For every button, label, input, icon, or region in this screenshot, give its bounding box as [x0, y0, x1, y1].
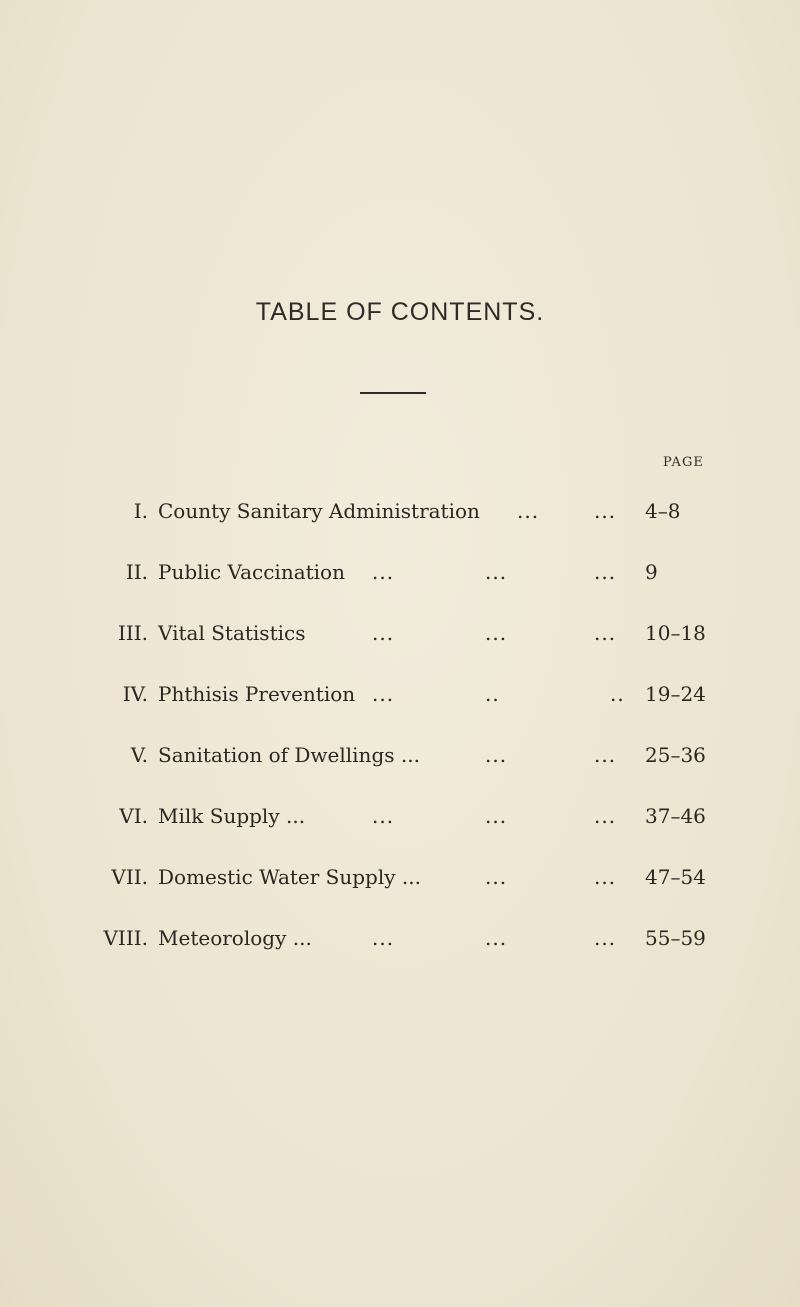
toc-leader: ...	[372, 682, 395, 706]
toc-leader: ...	[372, 621, 395, 645]
toc-entry-title: Domestic Water Supply ...	[158, 865, 421, 889]
toc-row	[0, 557, 800, 587]
toc-page-range: 47–54	[645, 865, 706, 889]
toc-leader: ...	[594, 499, 617, 523]
toc-leader: ...	[517, 499, 540, 523]
toc-leader: ...	[594, 621, 617, 645]
toc-entry-title: Phthisis Prevention	[158, 682, 356, 706]
toc-entry-title: Vital Statistics	[158, 621, 306, 645]
toc-page-range: 37–46	[645, 804, 706, 828]
toc-page-range: 25–36	[645, 743, 706, 767]
toc-row	[0, 923, 800, 953]
toc-numeral: IV.	[122, 682, 148, 706]
toc-numeral: I.	[133, 499, 148, 523]
toc-row	[0, 618, 800, 648]
toc-entry-title: County Sanitary Administration	[158, 499, 480, 523]
toc-leader: ...	[485, 926, 508, 950]
toc-entry-title: Milk Supply ...	[158, 804, 306, 828]
toc-row	[0, 801, 800, 831]
toc-page-range: 10–18	[645, 621, 706, 645]
toc-leader: ...	[594, 865, 617, 889]
toc-numeral: V.	[130, 743, 148, 767]
toc-page-range: 4–8	[645, 499, 681, 523]
toc-page-range: 19–24	[645, 682, 706, 706]
toc-row	[0, 496, 800, 526]
toc-numeral: VIII.	[103, 926, 148, 950]
toc-leader: ...	[372, 804, 395, 828]
toc-numeral: III.	[117, 621, 148, 645]
toc-row	[0, 862, 800, 892]
toc-leader: ...	[372, 560, 395, 584]
toc-leader: ...	[485, 621, 508, 645]
toc-row	[0, 679, 800, 709]
toc-numeral: VII.	[111, 865, 148, 889]
toc-leader: ...	[594, 804, 617, 828]
toc-leader: ...	[485, 804, 508, 828]
toc-page-range: 9	[645, 560, 658, 584]
toc-leader: ...	[485, 865, 508, 889]
toc-leader: ...	[372, 926, 395, 950]
toc-row	[0, 740, 800, 770]
title-rule	[360, 392, 426, 394]
toc-leader: ...	[485, 560, 508, 584]
toc-leader: ...	[594, 926, 617, 950]
toc-leader: ...	[594, 560, 617, 584]
toc-page-range: 55–59	[645, 926, 706, 950]
page-title: TABLE OF CONTENTS.	[255, 298, 545, 326]
toc-leader: ...	[594, 743, 617, 767]
toc-numeral: VI.	[119, 804, 148, 828]
toc-leader: ..	[485, 682, 500, 706]
page-column-heading: PAGE	[663, 455, 704, 470]
toc-numeral: II.	[125, 560, 148, 584]
toc-entry-title: Sanitation of Dwellings ...	[158, 743, 420, 767]
toc-entry-title: Meteorology ...	[158, 926, 312, 950]
toc-leader: ...	[485, 743, 508, 767]
toc-entry-title: Public Vaccination	[158, 560, 345, 584]
toc-leader: ..	[610, 682, 625, 706]
